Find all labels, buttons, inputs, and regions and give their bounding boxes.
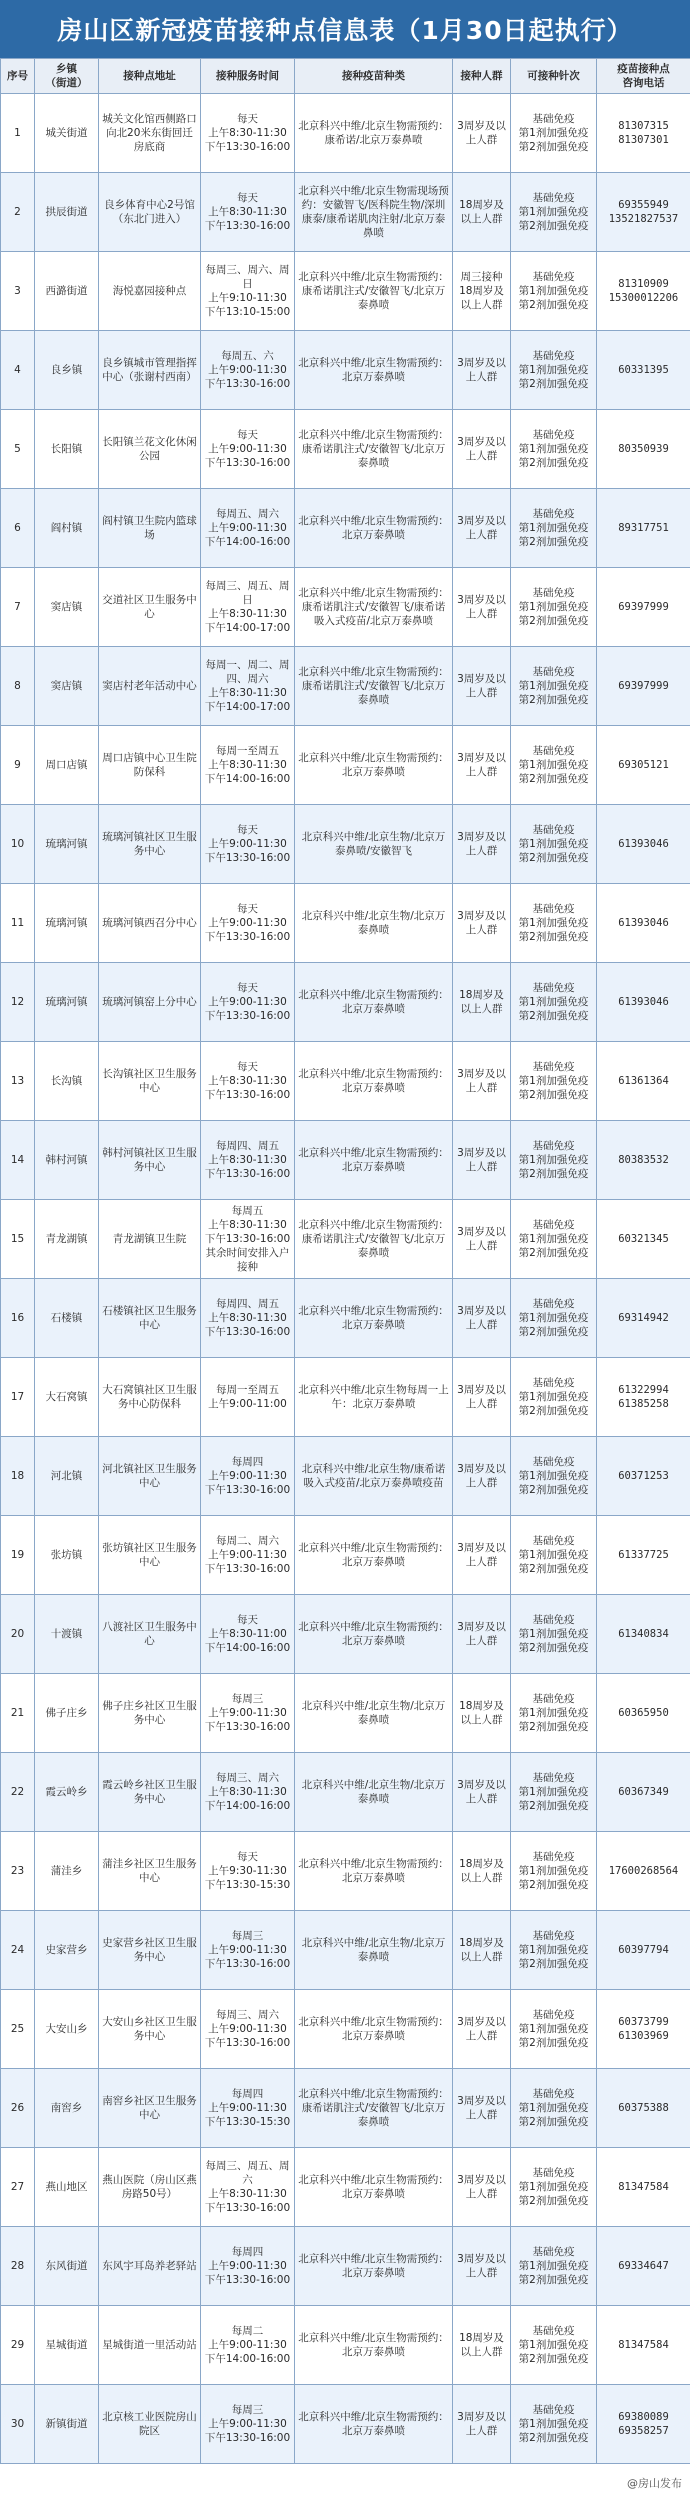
dose-cell: 基础免疫 第1剂加强免疫 第2剂加强免疫: [511, 489, 597, 568]
row-number: 10: [1, 805, 35, 884]
phone-cell: 81347584: [597, 2148, 690, 2227]
eligible-people-cell: 3周岁及以上人群: [453, 94, 511, 173]
town-cell: 史家营乡: [35, 1911, 99, 1990]
address-cell: 长阳镇兰花文化休闲公园: [99, 410, 201, 489]
service-time-cell: 每周一至周五 上午8:30-11:30 下午14:00-16:00: [201, 726, 295, 805]
eligible-people-cell: 3周岁及以上人群: [453, 1516, 511, 1595]
table-row: [1, 884, 690, 963]
town-cell: 佛子庄乡: [35, 1674, 99, 1753]
phone-cell: 81347584: [597, 2306, 690, 2385]
phone-cell: 61337725: [597, 1516, 690, 1595]
vaccine-type-cell: 北京科兴中维/北京生物/北京万泰鼻喷: [295, 884, 453, 963]
eligible-people-cell: 3周岁及以上人群: [453, 1595, 511, 1674]
table-row: [1, 331, 690, 410]
vaccine-type-cell: 北京科兴中维/北京生物需预约：北京万泰鼻喷: [295, 726, 453, 805]
phone-cell: 60375388: [597, 2069, 690, 2148]
phone-cell: 69334647: [597, 2227, 690, 2306]
vaccine-type-cell: 北京科兴中维/北京生物需预约：北京万泰鼻喷: [295, 1279, 453, 1358]
address-cell: 八渡社区卫生服务中心: [99, 1595, 201, 1674]
row-number: 27: [1, 2148, 35, 2227]
town-cell: 河北镇: [35, 1437, 99, 1516]
table-body: [1, 94, 690, 2464]
table-row: [1, 1516, 690, 1595]
service-time-cell: 每周五 上午8:30-11:30 下午13:30-16:00 其余时间安排入户接种: [201, 1200, 295, 1279]
address-cell: 韩村河镇社区卫生服务中心: [99, 1121, 201, 1200]
dose-cell: 基础免疫 第1剂加强免疫 第2剂加强免疫: [511, 2385, 597, 2464]
address-cell: 霞云岭乡社区卫生服务中心: [99, 1753, 201, 1832]
town-cell: 韩村河镇: [35, 1121, 99, 1200]
row-number: 3: [1, 252, 35, 331]
address-cell: 蒲洼乡社区卫生服务中心: [99, 1832, 201, 1911]
table-row: [1, 805, 690, 884]
town-cell: 阎村镇: [35, 489, 99, 568]
table-row: [1, 1832, 690, 1911]
eligible-people-cell: 3周岁及以上人群: [453, 1200, 511, 1279]
phone-cell: 69355949 13521827537: [597, 173, 690, 252]
town-cell: 拱辰街道: [35, 173, 99, 252]
vaccine-type-cell: 北京科兴中维/北京生物需预约：北京万泰鼻喷: [295, 1042, 453, 1121]
vaccine-type-cell: 北京科兴中维/北京生物需预约：北京万泰鼻喷: [295, 1832, 453, 1911]
table-row: [1, 2227, 690, 2306]
dose-cell: 基础免疫 第1剂加强免疫 第2剂加强免疫: [511, 1753, 597, 1832]
dose-cell: 基础免疫 第1剂加强免疫 第2剂加强免疫: [511, 805, 597, 884]
vaccine-type-cell: 北京科兴中维/北京生物需预约：北京万泰鼻喷: [295, 2385, 453, 2464]
service-time-cell: 每周三、周五、周六 上午8:30-11:30 下午13:30-16:00: [201, 2148, 295, 2227]
town-cell: 周口店镇: [35, 726, 99, 805]
dose-cell: 基础免疫 第1剂加强免疫 第2剂加强免疫: [511, 884, 597, 963]
address-cell: 琉璃河镇西召分中心: [99, 884, 201, 963]
address-cell: 星城街道一里活动站: [99, 2306, 201, 2385]
phone-cell: 60365950: [597, 1674, 690, 1753]
service-time-cell: 每周二、周六 上午9:00-11:30 下午13:30-16:00: [201, 1516, 295, 1595]
dose-cell: 基础免疫 第1剂加强免疫 第2剂加强免疫: [511, 1595, 597, 1674]
row-number: 12: [1, 963, 35, 1042]
town-cell: 长沟镇: [35, 1042, 99, 1121]
town-cell: 石楼镇: [35, 1279, 99, 1358]
address-cell: 大石窝镇社区卫生服务中心防保科: [99, 1358, 201, 1437]
table-row: [1, 1911, 690, 1990]
phone-cell: 60331395: [597, 331, 690, 410]
vaccine-type-cell: 北京科兴中维/北京生物/北京万泰鼻喷: [295, 1674, 453, 1753]
eligible-people-cell: 3周岁及以上人群: [453, 2385, 511, 2464]
phone-cell: 80383532: [597, 1121, 690, 1200]
service-time-cell: 每周四、周五 上午8:30-11:30 下午13:30-16:00: [201, 1121, 295, 1200]
phone-cell: 69305121: [597, 726, 690, 805]
address-cell: 良乡体育中心2号馆（东北门进入）: [99, 173, 201, 252]
address-cell: 窦店村老年活动中心: [99, 647, 201, 726]
address-cell: 史家营乡社区卫生服务中心: [99, 1911, 201, 1990]
phone-cell: 69397999: [597, 647, 690, 726]
service-time-cell: 每周四、周五 上午8:30-11:30 下午13:30-16:00: [201, 1279, 295, 1358]
dose-cell: 基础免疫 第1剂加强免疫 第2剂加强免疫: [511, 568, 597, 647]
vaccine-type-cell: 北京科兴中维/北京生物需预约：北京万泰鼻喷: [295, 2227, 453, 2306]
vaccine-type-cell: 北京科兴中维/北京生物需预约：康希诺肌注式/安徽智飞/北京万泰鼻喷: [295, 252, 453, 331]
row-number: 14: [1, 1121, 35, 1200]
table-header-row: [1, 59, 690, 94]
table-row: [1, 963, 690, 1042]
phone-cell: 60373799 61303969: [597, 1990, 690, 2069]
service-time-cell: 每周三、周六 上午9:00-11:30 下午13:30-16:00: [201, 1990, 295, 2069]
phone-cell: 17600268564: [597, 1832, 690, 1911]
table-row: [1, 1674, 690, 1753]
table-row: [1, 2385, 690, 2464]
dose-cell: 基础免疫 第1剂加强免疫 第2剂加强免疫: [511, 1437, 597, 1516]
phone-cell: 61393046: [597, 884, 690, 963]
dose-cell: 基础免疫 第1剂加强免疫 第2剂加强免疫: [511, 2069, 597, 2148]
town-cell: 新镇街道: [35, 2385, 99, 2464]
row-number: 4: [1, 331, 35, 410]
eligible-people-cell: 18周岁及以上人群: [453, 1832, 511, 1911]
eligible-people-cell: 3周岁及以上人群: [453, 805, 511, 884]
column-header-no: 序号: [1, 59, 35, 94]
town-cell: 蒲洼乡: [35, 1832, 99, 1911]
column-header-town: 乡镇 （街道）: [35, 59, 99, 94]
row-number: 22: [1, 1753, 35, 1832]
row-number: 2: [1, 173, 35, 252]
town-cell: 青龙湖镇: [35, 1200, 99, 1279]
service-time-cell: 每周一、周二、周四、周六 上午8:30-11:30 下午14:00-17:00: [201, 647, 295, 726]
town-cell: 西潞街道: [35, 252, 99, 331]
dose-cell: 基础免疫 第1剂加强免疫 第2剂加强免疫: [511, 963, 597, 1042]
eligible-people-cell: 3周岁及以上人群: [453, 1990, 511, 2069]
eligible-people-cell: 3周岁及以上人群: [453, 647, 511, 726]
town-cell: 长阳镇: [35, 410, 99, 489]
row-number: 8: [1, 647, 35, 726]
address-cell: 青龙湖镇卫生院: [99, 1200, 201, 1279]
service-time-cell: 每周五、周六 上午9:00-11:30 下午14:00-16:00: [201, 489, 295, 568]
row-number: 15: [1, 1200, 35, 1279]
table-row: [1, 647, 690, 726]
address-cell: 北京核工业医院房山院区: [99, 2385, 201, 2464]
service-time-cell: 每周三、周六、周日 上午9:10-11:30 下午13:10-15:00: [201, 252, 295, 331]
vaccine-type-cell: 北京科兴中维/北京生物需预约：北京万泰鼻喷: [295, 1516, 453, 1595]
address-cell: 大安山乡社区卫生服务中心: [99, 1990, 201, 2069]
service-time-cell: 每周一至周五 上午9:00-11:00: [201, 1358, 295, 1437]
vaccine-type-cell: 北京科兴中维/北京生物需预约：康希诺/北京万泰鼻喷: [295, 94, 453, 173]
dose-cell: 基础免疫 第1剂加强免疫 第2剂加强免疫: [511, 94, 597, 173]
phone-cell: 61322994 61385258: [597, 1358, 690, 1437]
dose-cell: 基础免疫 第1剂加强免疫 第2剂加强免疫: [511, 1516, 597, 1595]
town-cell: 张坊镇: [35, 1516, 99, 1595]
eligible-people-cell: 3周岁及以上人群: [453, 1279, 511, 1358]
eligible-people-cell: 3周岁及以上人群: [453, 1042, 511, 1121]
column-header-vaccine: 接种疫苗种类: [295, 59, 453, 94]
service-time-cell: 每周三 上午9:00-11:30 下午13:30-16:00: [201, 2385, 295, 2464]
eligible-people-cell: 3周岁及以上人群: [453, 1753, 511, 1832]
town-cell: 琉璃河镇: [35, 884, 99, 963]
service-time-cell: 每周二 上午9:00-11:30 下午14:00-16:00: [201, 2306, 295, 2385]
vaccine-type-cell: 北京科兴中维/北京生物需预约：北京万泰鼻喷: [295, 1121, 453, 1200]
town-cell: 大安山乡: [35, 1990, 99, 2069]
dose-cell: 基础免疫 第1剂加强免疫 第2剂加强免疫: [511, 1121, 597, 1200]
page-title: 房山区新冠疫苗接种点信息表（1月30日起执行）: [0, 0, 690, 58]
table-row: [1, 173, 690, 252]
address-cell: 南窖乡社区卫生服务中心: [99, 2069, 201, 2148]
table-row: [1, 2148, 690, 2227]
address-cell: 交道社区卫生服务中心: [99, 568, 201, 647]
column-header-people: 接种人群: [453, 59, 511, 94]
dose-cell: 基础免疫 第1剂加强免疫 第2剂加强免疫: [511, 331, 597, 410]
phone-cell: 69380089 69358257: [597, 2385, 690, 2464]
phone-cell: 61393046: [597, 963, 690, 1042]
vaccine-type-cell: 北京科兴中维/北京生物需现场预约：安徽智飞/医科院生物/深圳康泰/康希诺肌肉注射/北京万泰鼻喷: [295, 173, 453, 252]
service-time-cell: 每周四 上午9:00-11:30 下午13:30-15:30: [201, 2069, 295, 2148]
dose-cell: 基础免疫 第1剂加强免疫 第2剂加强免疫: [511, 1042, 597, 1121]
town-cell: 窦店镇: [35, 568, 99, 647]
eligible-people-cell: 3周岁及以上人群: [453, 1437, 511, 1516]
town-cell: 星城街道: [35, 2306, 99, 2385]
service-time-cell: 每周三、周六 上午8:30-11:30 下午14:00-16:00: [201, 1753, 295, 1832]
eligible-people-cell: 18周岁及以上人群: [453, 173, 511, 252]
eligible-people-cell: 18周岁及以上人群: [453, 1911, 511, 1990]
town-cell: 霞云岭乡: [35, 1753, 99, 1832]
town-cell: 东风街道: [35, 2227, 99, 2306]
row-number: 16: [1, 1279, 35, 1358]
address-cell: 佛子庄乡社区卫生服务中心: [99, 1674, 201, 1753]
address-cell: 长沟镇社区卫生服务中心: [99, 1042, 201, 1121]
watermark: @房山发布: [627, 2477, 682, 2490]
dose-cell: 基础免疫 第1剂加强免疫 第2剂加强免疫: [511, 726, 597, 805]
phone-cell: 61393046: [597, 805, 690, 884]
row-number: 26: [1, 2069, 35, 2148]
vaccine-type-cell: 北京科兴中维/北京生物需预约：康希诺肌注式/安徽智飞/北京万泰鼻喷: [295, 410, 453, 489]
phone-cell: 60321345: [597, 1200, 690, 1279]
vaccine-type-cell: 北京科兴中维/北京生物需预约：北京万泰鼻喷: [295, 331, 453, 410]
row-number: 23: [1, 1832, 35, 1911]
eligible-people-cell: 3周岁及以上人群: [453, 410, 511, 489]
row-number: 24: [1, 1911, 35, 1990]
eligible-people-cell: 3周岁及以上人群: [453, 2227, 511, 2306]
address-cell: 琉璃河镇窑上分中心: [99, 963, 201, 1042]
address-cell: 河北镇社区卫生服务中心: [99, 1437, 201, 1516]
phone-cell: 89317751: [597, 489, 690, 568]
vaccine-type-cell: 北京科兴中维/北京生物每周一上午：北京万泰鼻喷: [295, 1358, 453, 1437]
row-number: 11: [1, 884, 35, 963]
phone-cell: 69314942: [597, 1279, 690, 1358]
row-number: 21: [1, 1674, 35, 1753]
vaccine-type-cell: 北京科兴中维/北京生物需预约：北京万泰鼻喷: [295, 2148, 453, 2227]
service-time-cell: 每周三 上午9:00-11:30 下午13:30-16:00: [201, 1911, 295, 1990]
dose-cell: 基础免疫 第1剂加强免疫 第2剂加强免疫: [511, 1832, 597, 1911]
address-cell: 城关文化馆西侧路口向北20米东街回迁房底商: [99, 94, 201, 173]
dose-cell: 基础免疫 第1剂加强免疫 第2剂加强免疫: [511, 2306, 597, 2385]
row-number: 6: [1, 489, 35, 568]
dose-cell: 基础免疫 第1剂加强免疫 第2剂加强免疫: [511, 252, 597, 331]
column-header-phone: 疫苗接种点 咨询电话: [597, 59, 690, 94]
vaccine-type-cell: 北京科兴中维/北京生物/康希诺吸入式疫苗/北京万泰鼻喷疫苗: [295, 1437, 453, 1516]
row-number: 9: [1, 726, 35, 805]
table-row: [1, 2306, 690, 2385]
service-time-cell: 每天 上午8:30-11:30 下午13:30-16:00: [201, 1042, 295, 1121]
eligible-people-cell: 3周岁及以上人群: [453, 2069, 511, 2148]
eligible-people-cell: 18周岁及以上人群: [453, 1674, 511, 1753]
table-row: [1, 568, 690, 647]
row-number: 13: [1, 1042, 35, 1121]
column-header-doses: 可接种针次: [511, 59, 597, 94]
address-cell: 燕山医院（房山区燕房路50号）: [99, 2148, 201, 2227]
vaccine-type-cell: 北京科兴中维/北京生物需预约：北京万泰鼻喷: [295, 2306, 453, 2385]
eligible-people-cell: 3周岁及以上人群: [453, 1121, 511, 1200]
dose-cell: 基础免疫 第1剂加强免疫 第2剂加强免疫: [511, 2148, 597, 2227]
table-row: [1, 1042, 690, 1121]
phone-cell: 69397999: [597, 568, 690, 647]
town-cell: 燕山地区: [35, 2148, 99, 2227]
service-time-cell: 每天 上午9:00-11:30 下午13:30-16:00: [201, 805, 295, 884]
address-cell: 周口店镇中心卫生院防保科: [99, 726, 201, 805]
row-number: 7: [1, 568, 35, 647]
service-time-cell: 每天 上午8:30-11:30 下午13:30-16:00: [201, 173, 295, 252]
dose-cell: 基础免疫 第1剂加强免疫 第2剂加强免疫: [511, 1911, 597, 1990]
town-cell: 城关街道: [35, 94, 99, 173]
vaccine-type-cell: 北京科兴中维/北京生物需预约：康希诺肌注式/安徽智飞/北京万泰鼻喷: [295, 2069, 453, 2148]
table-row: [1, 1990, 690, 2069]
service-time-cell: 每天 上午9:00-11:30 下午13:30-16:00: [201, 884, 295, 963]
table-row: [1, 1279, 690, 1358]
service-time-cell: 每天 上午8:30-11:00 下午14:00-16:00: [201, 1595, 295, 1674]
service-time-cell: 每天 上午9:30-11:30 下午13:30-15:30: [201, 1832, 295, 1911]
dose-cell: 基础免疫 第1剂加强免疫 第2剂加强免疫: [511, 1200, 597, 1279]
table-row: [1, 94, 690, 173]
address-cell: 琉璃河镇社区卫生服务中心: [99, 805, 201, 884]
dose-cell: 基础免疫 第1剂加强免疫 第2剂加强免疫: [511, 1990, 597, 2069]
town-cell: 良乡镇: [35, 331, 99, 410]
table-row: [1, 1200, 690, 1279]
row-number: 19: [1, 1516, 35, 1595]
town-cell: 琉璃河镇: [35, 805, 99, 884]
eligible-people-cell: 3周岁及以上人群: [453, 568, 511, 647]
row-number: 29: [1, 2306, 35, 2385]
vaccination-sites-table: [0, 58, 690, 2464]
address-cell: 良乡镇城市管理指挥中心（张谢村西南）: [99, 331, 201, 410]
table-row: [1, 1121, 690, 1200]
table-row: [1, 1358, 690, 1437]
row-number: 30: [1, 2385, 35, 2464]
vaccine-type-cell: 北京科兴中维/北京生物需预约：北京万泰鼻喷: [295, 489, 453, 568]
address-cell: 石楼镇社区卫生服务中心: [99, 1279, 201, 1358]
row-number: 17: [1, 1358, 35, 1437]
service-time-cell: 每天 上午8:30-11:30 下午13:30-16:00: [201, 94, 295, 173]
address-cell: 东风宇耳岛养老驿站: [99, 2227, 201, 2306]
eligible-people-cell: 3周岁及以上人群: [453, 331, 511, 410]
row-number: 5: [1, 410, 35, 489]
eligible-people-cell: 18周岁及以上人群: [453, 2306, 511, 2385]
vaccine-type-cell: 北京科兴中维/北京生物需预约：康希诺肌注式/安徽智飞/北京万泰鼻喷: [295, 647, 453, 726]
service-time-cell: 每天 上午9:00-11:30 下午13:30-16:00: [201, 963, 295, 1042]
vaccine-type-cell: 北京科兴中维/北京生物需预约：北京万泰鼻喷: [295, 963, 453, 1042]
address-cell: 海悦嘉园接种点: [99, 252, 201, 331]
vaccine-type-cell: 北京科兴中维/北京生物需预约：北京万泰鼻喷: [295, 1990, 453, 2069]
row-number: 20: [1, 1595, 35, 1674]
eligible-people-cell: 3周岁及以上人群: [453, 489, 511, 568]
eligible-people-cell: 周三接种18周岁及以上人群: [453, 252, 511, 331]
town-cell: 窦店镇: [35, 647, 99, 726]
dose-cell: 基础免疫 第1剂加强免疫 第2剂加强免疫: [511, 647, 597, 726]
town-cell: 十渡镇: [35, 1595, 99, 1674]
table-row: [1, 252, 690, 331]
eligible-people-cell: 18周岁及以上人群: [453, 963, 511, 1042]
table-row: [1, 726, 690, 805]
phone-cell: 60397794: [597, 1911, 690, 1990]
service-time-cell: 每周五、六 上午9:00-11:30 下午13:30-16:00: [201, 331, 295, 410]
dose-cell: 基础免疫 第1剂加强免疫 第2剂加强免疫: [511, 2227, 597, 2306]
vaccine-type-cell: 北京科兴中维/北京生物/北京万泰鼻喷/安徽智飞: [295, 805, 453, 884]
vaccine-type-cell: 北京科兴中维/北京生物/北京万泰鼻喷: [295, 1753, 453, 1832]
phone-cell: 61361364: [597, 1042, 690, 1121]
dose-cell: 基础免疫 第1剂加强免疫 第2剂加强免疫: [511, 173, 597, 252]
vaccine-type-cell: 北京科兴中维/北京生物需预约：北京万泰鼻喷: [295, 1595, 453, 1674]
dose-cell: 基础免疫 第1剂加强免疫 第2剂加强免疫: [511, 1279, 597, 1358]
row-number: 28: [1, 2227, 35, 2306]
table-row: [1, 1595, 690, 1674]
table-row: [1, 2069, 690, 2148]
table-row: [1, 1753, 690, 1832]
column-header-time: 接种服务时间: [201, 59, 295, 94]
dose-cell: 基础免疫 第1剂加强免疫 第2剂加强免疫: [511, 410, 597, 489]
town-cell: 大石窝镇: [35, 1358, 99, 1437]
service-time-cell: 每周四 上午9:00-11:30 下午13:30-16:00: [201, 2227, 295, 2306]
address-cell: 阎村镇卫生院内篮球场: [99, 489, 201, 568]
row-number: 18: [1, 1437, 35, 1516]
vaccine-type-cell: 北京科兴中维/北京生物/北京万泰鼻喷: [295, 1911, 453, 1990]
table-row: [1, 489, 690, 568]
service-time-cell: 每周三 上午9:00-11:30 下午13:30-16:00: [201, 1674, 295, 1753]
phone-cell: 81307315 81307301: [597, 94, 690, 173]
service-time-cell: 每周四 上午9:00-11:30 下午13:30-16:00: [201, 1437, 295, 1516]
town-cell: 琉璃河镇: [35, 963, 99, 1042]
dose-cell: 基础免疫 第1剂加强免疫 第2剂加强免疫: [511, 1674, 597, 1753]
eligible-people-cell: 3周岁及以上人群: [453, 884, 511, 963]
row-number: 1: [1, 94, 35, 173]
service-time-cell: 每天 上午9:00-11:30 下午13:30-16:00: [201, 410, 295, 489]
vaccine-type-cell: 北京科兴中维/北京生物需预约：康希诺肌注式/安徽智飞/康希诺吸入式疫苗/北京万泰鼻喷: [295, 568, 453, 647]
row-number: 25: [1, 1990, 35, 2069]
phone-cell: 80350939: [597, 410, 690, 489]
table-row: [1, 410, 690, 489]
eligible-people-cell: 3周岁及以上人群: [453, 1358, 511, 1437]
vaccine-type-cell: 北京科兴中维/北京生物需预约：康希诺肌注式/安徽智飞/北京万泰鼻喷: [295, 1200, 453, 1279]
service-time-cell: 每周三、周五、周日 上午8:30-11:30 下午14:00-17:00: [201, 568, 295, 647]
phone-cell: 61340834: [597, 1595, 690, 1674]
phone-cell: 60367349: [597, 1753, 690, 1832]
eligible-people-cell: 3周岁及以上人群: [453, 726, 511, 805]
town-cell: 南窖乡: [35, 2069, 99, 2148]
phone-cell: 81310909 15300012206: [597, 252, 690, 331]
dose-cell: 基础免疫 第1剂加强免疫 第2剂加强免疫: [511, 1358, 597, 1437]
phone-cell: 60371253: [597, 1437, 690, 1516]
table-row: [1, 1437, 690, 1516]
column-header-address: 接种点地址: [99, 59, 201, 94]
address-cell: 张坊镇社区卫生服务中心: [99, 1516, 201, 1595]
eligible-people-cell: 3周岁及以上人群: [453, 2148, 511, 2227]
